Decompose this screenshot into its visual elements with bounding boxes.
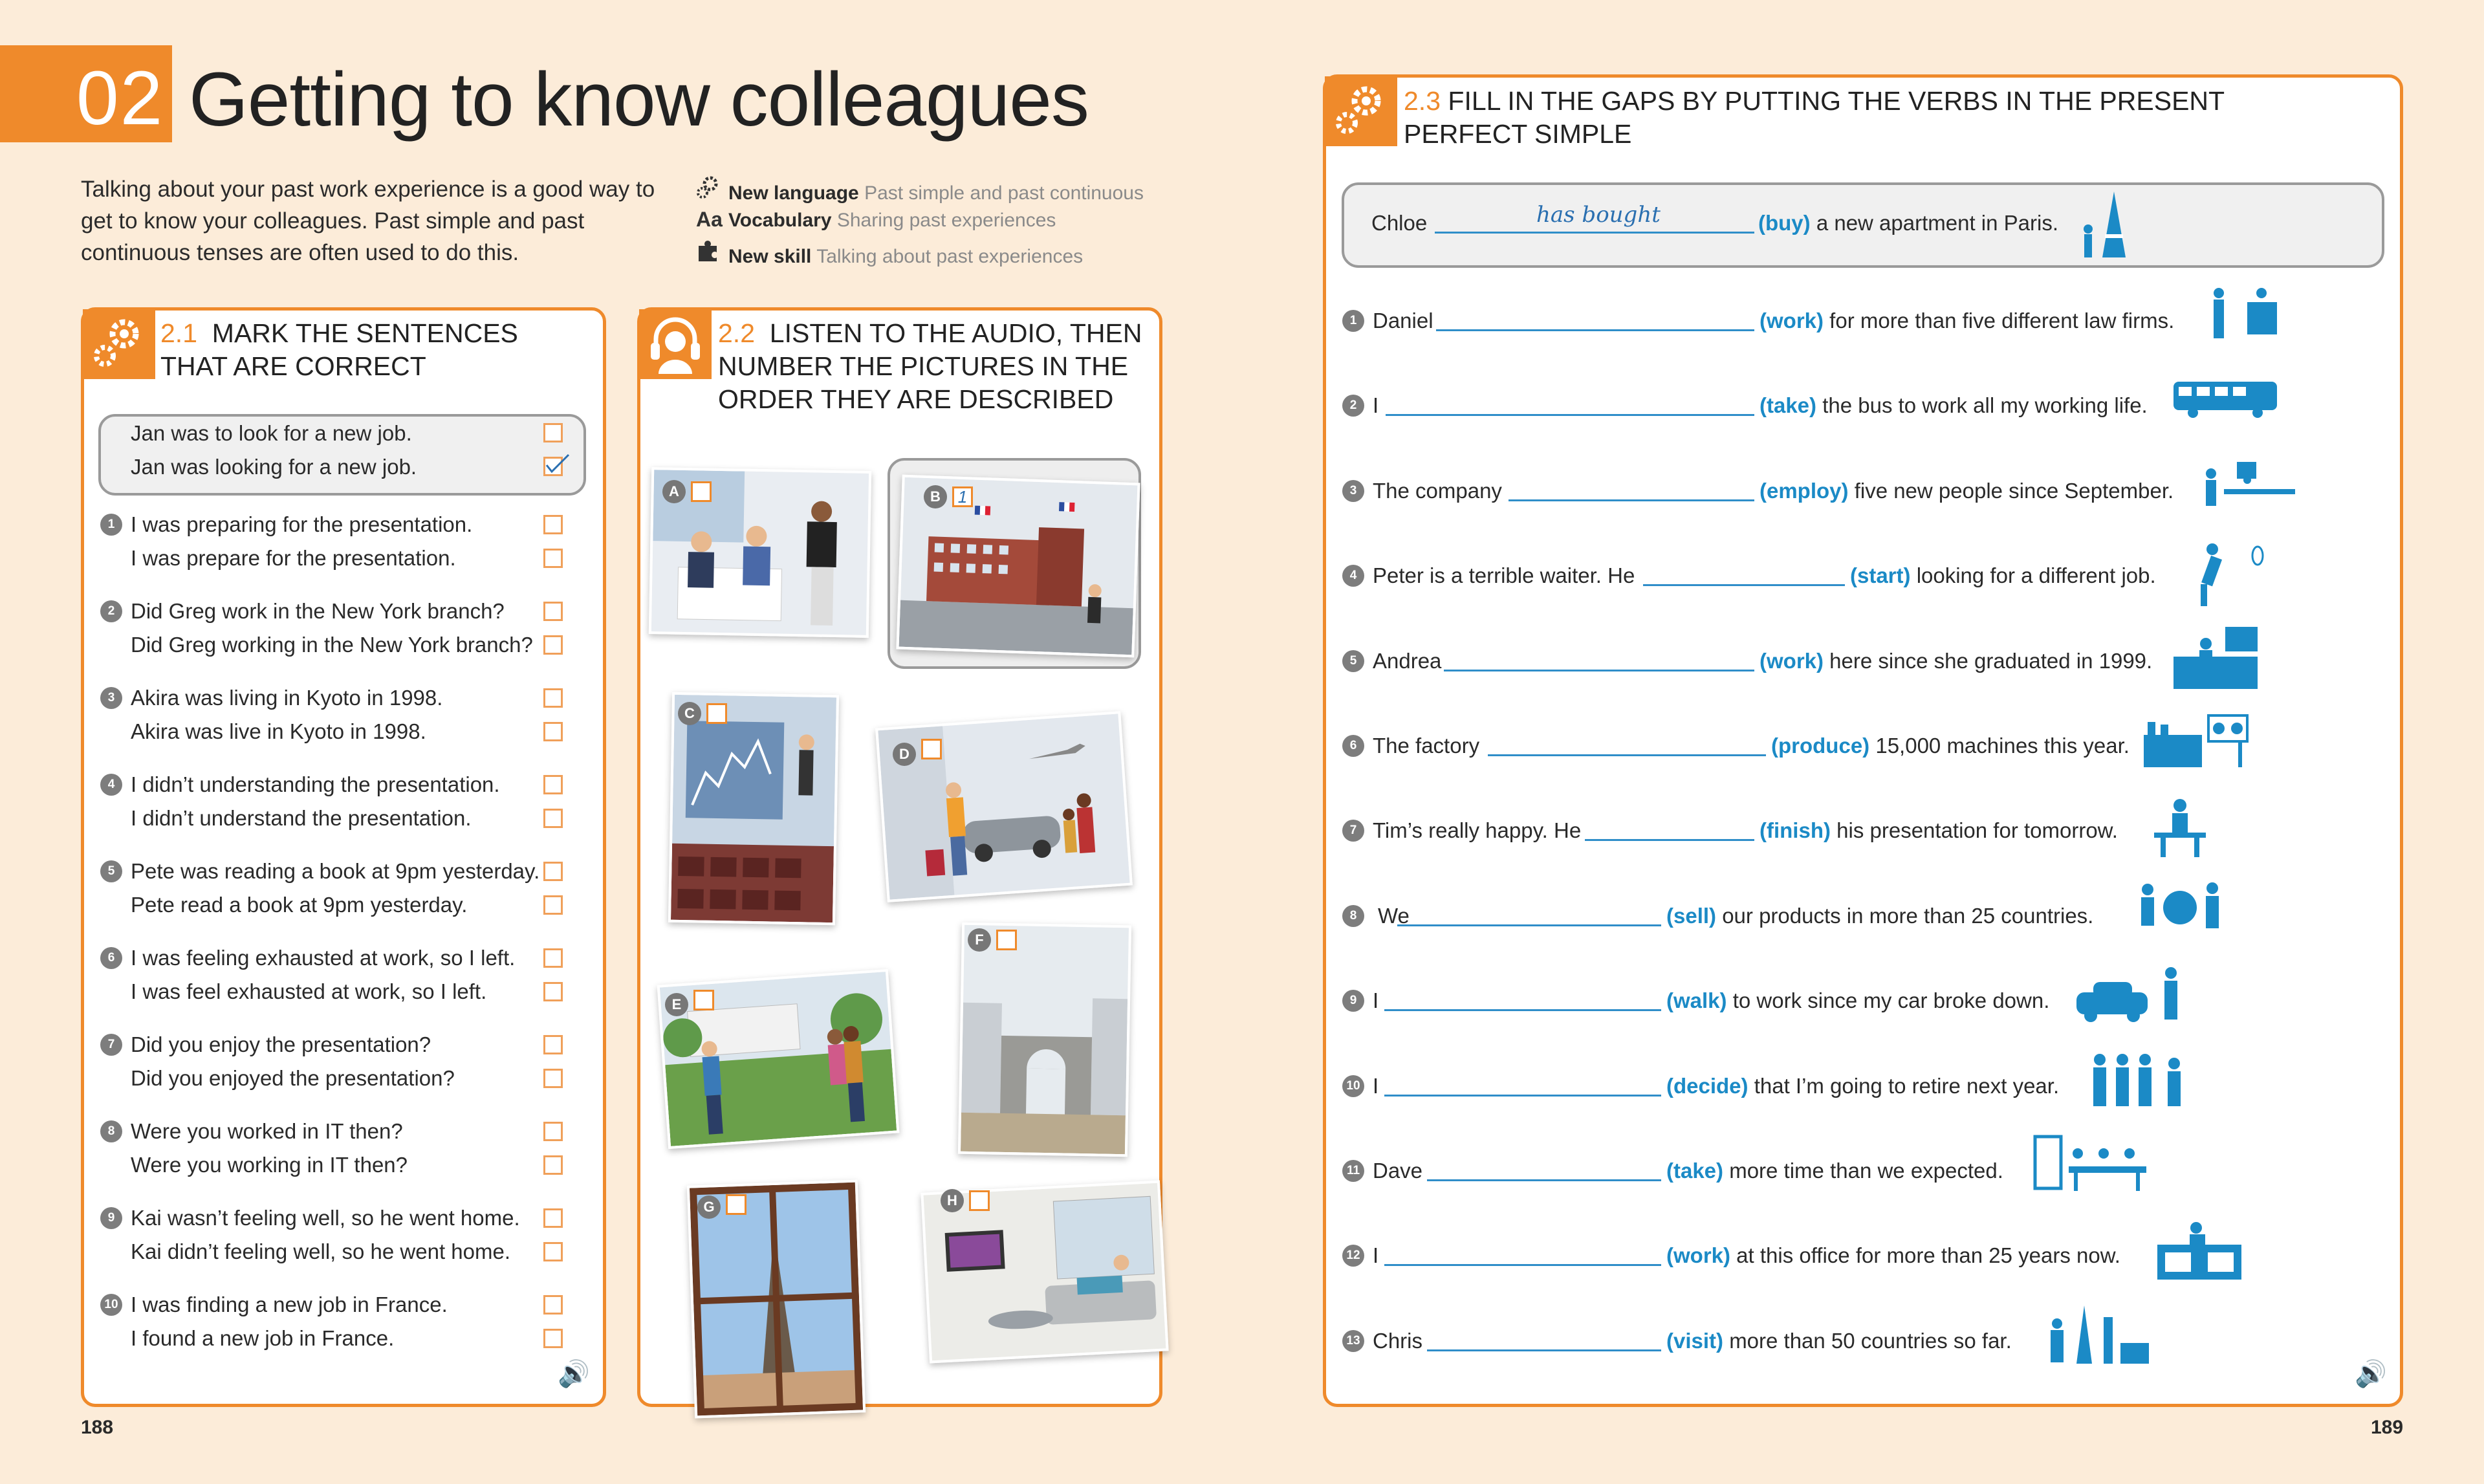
answer-gap[interactable] — [1436, 329, 1754, 331]
example-checkbox-a — [543, 423, 563, 442]
sentence-a: Did Greg work in the New York branch? — [131, 599, 505, 623]
sentence-a: Did you enjoy the presentation? — [131, 1032, 431, 1056]
picture-f-answer-box[interactable] — [996, 930, 1017, 950]
sentence-start: Dave — [1373, 1159, 1423, 1183]
item-number: 8 — [100, 1120, 122, 1142]
exercise-2-2-title: 2.2 LISTEN TO THE AUDIO, THEN NUMBER THE PICTURES IN THE ORDER THEY ARE DESCRIBED — [718, 318, 1142, 414]
sentence-start: The company — [1373, 478, 1502, 503]
illustration-icon — [2171, 369, 2287, 443]
sentence-end: (finish) his presentation for tomorrow. — [1760, 818, 2118, 843]
example-sentence-b: Jan was looking for a new job. — [131, 455, 417, 479]
checkbox-b[interactable] — [543, 1155, 563, 1175]
audio-speaker-icon[interactable]: 🔊 — [558, 1360, 590, 1388]
checkbox-b[interactable] — [543, 1329, 563, 1348]
answer-gap[interactable] — [1384, 1009, 1661, 1011]
sentence-end: (work) for more than five different law firms. — [1760, 309, 2175, 333]
answer-gap[interactable] — [1488, 754, 1766, 756]
sentence-a: Pete was reading a book at 9pm yesterday. — [131, 859, 540, 883]
puzzle-icon — [696, 239, 728, 268]
sentence-start: Andrea — [1373, 648, 1442, 673]
sentence-b: Pete read a book at 9pm yesterday. — [131, 893, 468, 917]
picture-f-label: F — [968, 928, 991, 952]
sentence-a: Kai wasn’t feeling well, so he went home. — [131, 1206, 520, 1230]
item-number: 4 — [100, 774, 122, 796]
sentence-b: Akira was live in Kyoto in 1998. — [131, 719, 426, 743]
exercise-2-2-tab — [639, 309, 712, 379]
sentence-end: (produce) 15,000 machines this year. — [1771, 734, 2130, 758]
checkbox-a[interactable] — [543, 862, 563, 881]
sentence-a: Akira was living in Kyoto in 1998. — [131, 686, 443, 710]
item-number: 3 — [100, 687, 122, 709]
illustration-icon — [2087, 1049, 2203, 1124]
answer-gap[interactable] — [1427, 1349, 1661, 1351]
gear-icon — [696, 176, 728, 204]
answer-gap[interactable] — [1643, 584, 1845, 586]
picture-c-label: C — [678, 702, 701, 725]
sentence-start: The factory — [1373, 734, 1480, 758]
illustration-icon — [2198, 454, 2315, 529]
answer-gap[interactable] — [1509, 499, 1754, 501]
item-number: 10 — [1342, 1075, 1364, 1097]
sentence-b: I was feel exhausted at work, so I left. — [131, 979, 487, 1003]
item-number: 13 — [1342, 1330, 1364, 1352]
checkbox-a[interactable] — [543, 948, 563, 968]
checkbox-a[interactable] — [543, 1122, 563, 1141]
sentence-start: We — [1378, 903, 1410, 928]
page-title: Getting to know colleagues — [189, 57, 1089, 142]
exercise-2-3-tab — [1325, 76, 1397, 146]
sentence-b: Did you enjoyed the presentation? — [131, 1066, 455, 1090]
item-number: 5 — [1342, 650, 1364, 672]
answer-gap[interactable] — [1384, 1264, 1661, 1266]
answer-gap[interactable] — [1397, 924, 1661, 926]
item-number: 5 — [100, 860, 122, 882]
example-before: Chloe — [1371, 211, 1428, 235]
sentence-start: Daniel — [1373, 309, 1433, 333]
illustration-icon — [2074, 964, 2190, 1038]
checkbox-b[interactable] — [543, 722, 563, 741]
sentence-b: I was prepare for the presentation. — [131, 546, 456, 570]
gears-icon — [1325, 76, 1397, 146]
picture-d-airport — [875, 711, 1133, 902]
item-number: 4 — [1342, 565, 1364, 587]
item-number: 2 — [100, 600, 122, 622]
page-number-right: 189 — [2371, 1417, 2404, 1438]
exercise-2-3-title: 2.3 FILL IN THE GAPS BY PUTTING THE VERBS IN THE PRESENT PERFECT SIMPLE — [1404, 86, 2225, 149]
checkbox-a[interactable] — [543, 1295, 563, 1315]
unit-number-box — [0, 45, 172, 142]
gears-icon — [83, 309, 155, 379]
sentence-end: (work) here since she graduated in 1999. — [1760, 648, 2153, 673]
checkbox-a[interactable] — [543, 775, 563, 794]
sentence-a: Were you worked in IT then? — [131, 1119, 403, 1143]
picture-f-arc-de-triomphe — [958, 922, 1131, 1157]
sentence-start: Peter is a terrible waiter. He — [1373, 563, 1635, 588]
illustration-icon — [2044, 1304, 2161, 1379]
checkbox-a[interactable] — [543, 1208, 563, 1228]
illustration-icon — [2141, 709, 2258, 783]
item-number: 8 — [1342, 905, 1364, 927]
picture-c-answer-box[interactable] — [706, 703, 727, 724]
example-gap — [1435, 232, 1754, 234]
picture-e-label: E — [665, 993, 688, 1016]
sentence-start: I — [1373, 988, 1379, 1013]
picture-g-label: G — [697, 1195, 721, 1219]
audio-speaker-icon-2[interactable]: 🔊 — [2355, 1360, 2387, 1388]
checkmark-icon — [544, 453, 570, 475]
answer-gap[interactable] — [1585, 839, 1754, 841]
sentence-end: (take) more time than we expected. — [1666, 1159, 2003, 1183]
picture-c-presentation — [668, 692, 839, 925]
sentence-end: (start) looking for a different job. — [1850, 563, 2156, 588]
sentence-start: Chris — [1373, 1328, 1423, 1353]
exercise-2-1-tab — [83, 309, 155, 379]
sentence-b: I didn’t understand the presentation. — [131, 806, 472, 830]
item-number: 9 — [100, 1207, 122, 1229]
checkbox-b[interactable] — [543, 635, 563, 655]
item-number: 6 — [1342, 735, 1364, 757]
item-number: 7 — [100, 1034, 122, 1056]
headphones-icon — [639, 309, 712, 379]
picture-a-label: A — [662, 480, 686, 503]
checkbox-b[interactable] — [543, 895, 563, 915]
unit-number: 02 — [76, 56, 164, 141]
picture-h-answer-box[interactable] — [969, 1190, 990, 1211]
answer-gap[interactable] — [1444, 670, 1754, 671]
example-checkbox-b — [543, 457, 563, 476]
sentence-a: I was feeling exhausted at work, so I left. — [131, 946, 516, 970]
picture-a-answer-box[interactable] — [691, 481, 712, 502]
intro-text: Talking about your past work experience is a good way to get to know your colleagues. Past simple and past continuous tenses are often used to do this. — [81, 177, 655, 265]
picture-e-answer-box[interactable] — [693, 990, 714, 1010]
page-number-left: 188 — [81, 1417, 114, 1438]
illustration-icon — [2135, 879, 2251, 954]
sentence-b: Did Greg working in the New York branch? — [131, 633, 533, 657]
illustration-icon — [2167, 624, 2283, 699]
exercise-2-1-title: 2.1 MARK THE SENTENCES THAT ARE CORRECT — [160, 318, 518, 381]
checkbox-b[interactable] — [543, 1069, 563, 1088]
sentence-start: I — [1373, 393, 1379, 418]
sentence-start: Tim’s really happy. He — [1373, 818, 1582, 843]
item-number: 6 — [100, 947, 122, 969]
checkbox-b[interactable] — [543, 809, 563, 828]
picture-d-answer-box[interactable] — [921, 739, 942, 759]
sentence-a: I was finding a new job in France. — [131, 1293, 448, 1316]
sentence-start: I — [1373, 1243, 1379, 1268]
eiffel-tower-icon — [2075, 189, 2140, 263]
checkbox-b[interactable] — [543, 549, 563, 568]
sentence-b: I found a new job in France. — [131, 1326, 395, 1350]
picture-d-label: D — [893, 743, 916, 766]
sentence-end: (sell) our products in more than 25 countries. — [1666, 903, 2094, 928]
picture-b-answer-box[interactable]: 1 — [952, 486, 973, 507]
answer-gap[interactable] — [1384, 1095, 1661, 1097]
checkbox-a[interactable] — [543, 688, 563, 708]
checkbox-a[interactable] — [543, 602, 563, 621]
checkbox-b[interactable] — [543, 982, 563, 1001]
item-number: 7 — [1342, 820, 1364, 842]
checkbox-b[interactable] — [543, 1242, 563, 1261]
illustration-icon — [2206, 284, 2322, 358]
sentence-end: (take) the bus to work all my working life. — [1760, 393, 2148, 418]
overview-vocabulary: Aa Vocabulary Sharing past experiences — [696, 208, 1056, 231]
example-rest: (buy) a new apartment in Paris. — [1758, 211, 2059, 235]
picture-b-label: B — [924, 485, 947, 508]
illustration-icon — [2186, 539, 2303, 613]
illustration-icon — [2032, 1134, 2149, 1208]
item-number: 12 — [1342, 1245, 1364, 1267]
answer-gap[interactable] — [1427, 1179, 1661, 1181]
picture-g-answer-box[interactable] — [726, 1194, 746, 1215]
sentence-start: I — [1373, 1073, 1379, 1098]
checkbox-a[interactable] — [543, 1035, 563, 1054]
item-number: 2 — [1342, 395, 1364, 417]
sentence-end: (work) at this office for more than 25 years now. — [1666, 1243, 2120, 1268]
sentence-b: Kai didn’t feeling well, so he went home. — [131, 1239, 511, 1263]
item-number: 1 — [1342, 310, 1364, 332]
sentence-b: Were you working in IT then? — [131, 1153, 408, 1177]
sentence-end: (visit) more than 50 countries so far. — [1666, 1328, 2012, 1353]
vocabulary-aa-icon: Aa — [696, 208, 723, 231]
example-answer: has bought — [1536, 202, 1661, 228]
illustration-icon — [2151, 1219, 2267, 1293]
sentence-a: I was preparing for the presentation. — [131, 512, 473, 536]
sentence-end: (walk) to work since my car broke down. — [1666, 988, 2050, 1013]
sentence-end: (decide) that I’m going to retire next year. — [1666, 1073, 2060, 1098]
overview-new-skill: New skill Talking about past experiences — [696, 239, 1083, 268]
sentence-a: I didn’t understanding the presentation. — [131, 772, 500, 796]
item-number: 10 — [100, 1294, 122, 1316]
example-sentence-a: Jan was to look for a new job. — [131, 421, 412, 445]
illustration-icon — [2148, 794, 2264, 868]
overview-new-language: New language Past simple and past continuous — [696, 176, 1144, 204]
item-number: 1 — [100, 514, 122, 536]
item-number: 9 — [1342, 990, 1364, 1012]
answer-gap[interactable] — [1386, 414, 1754, 416]
checkbox-a[interactable] — [543, 515, 563, 534]
sentence-end: (employ) five new people since September. — [1760, 478, 2174, 503]
picture-h-label: H — [941, 1189, 964, 1212]
item-number: 11 — [1342, 1160, 1364, 1182]
item-number: 3 — [1342, 480, 1364, 502]
